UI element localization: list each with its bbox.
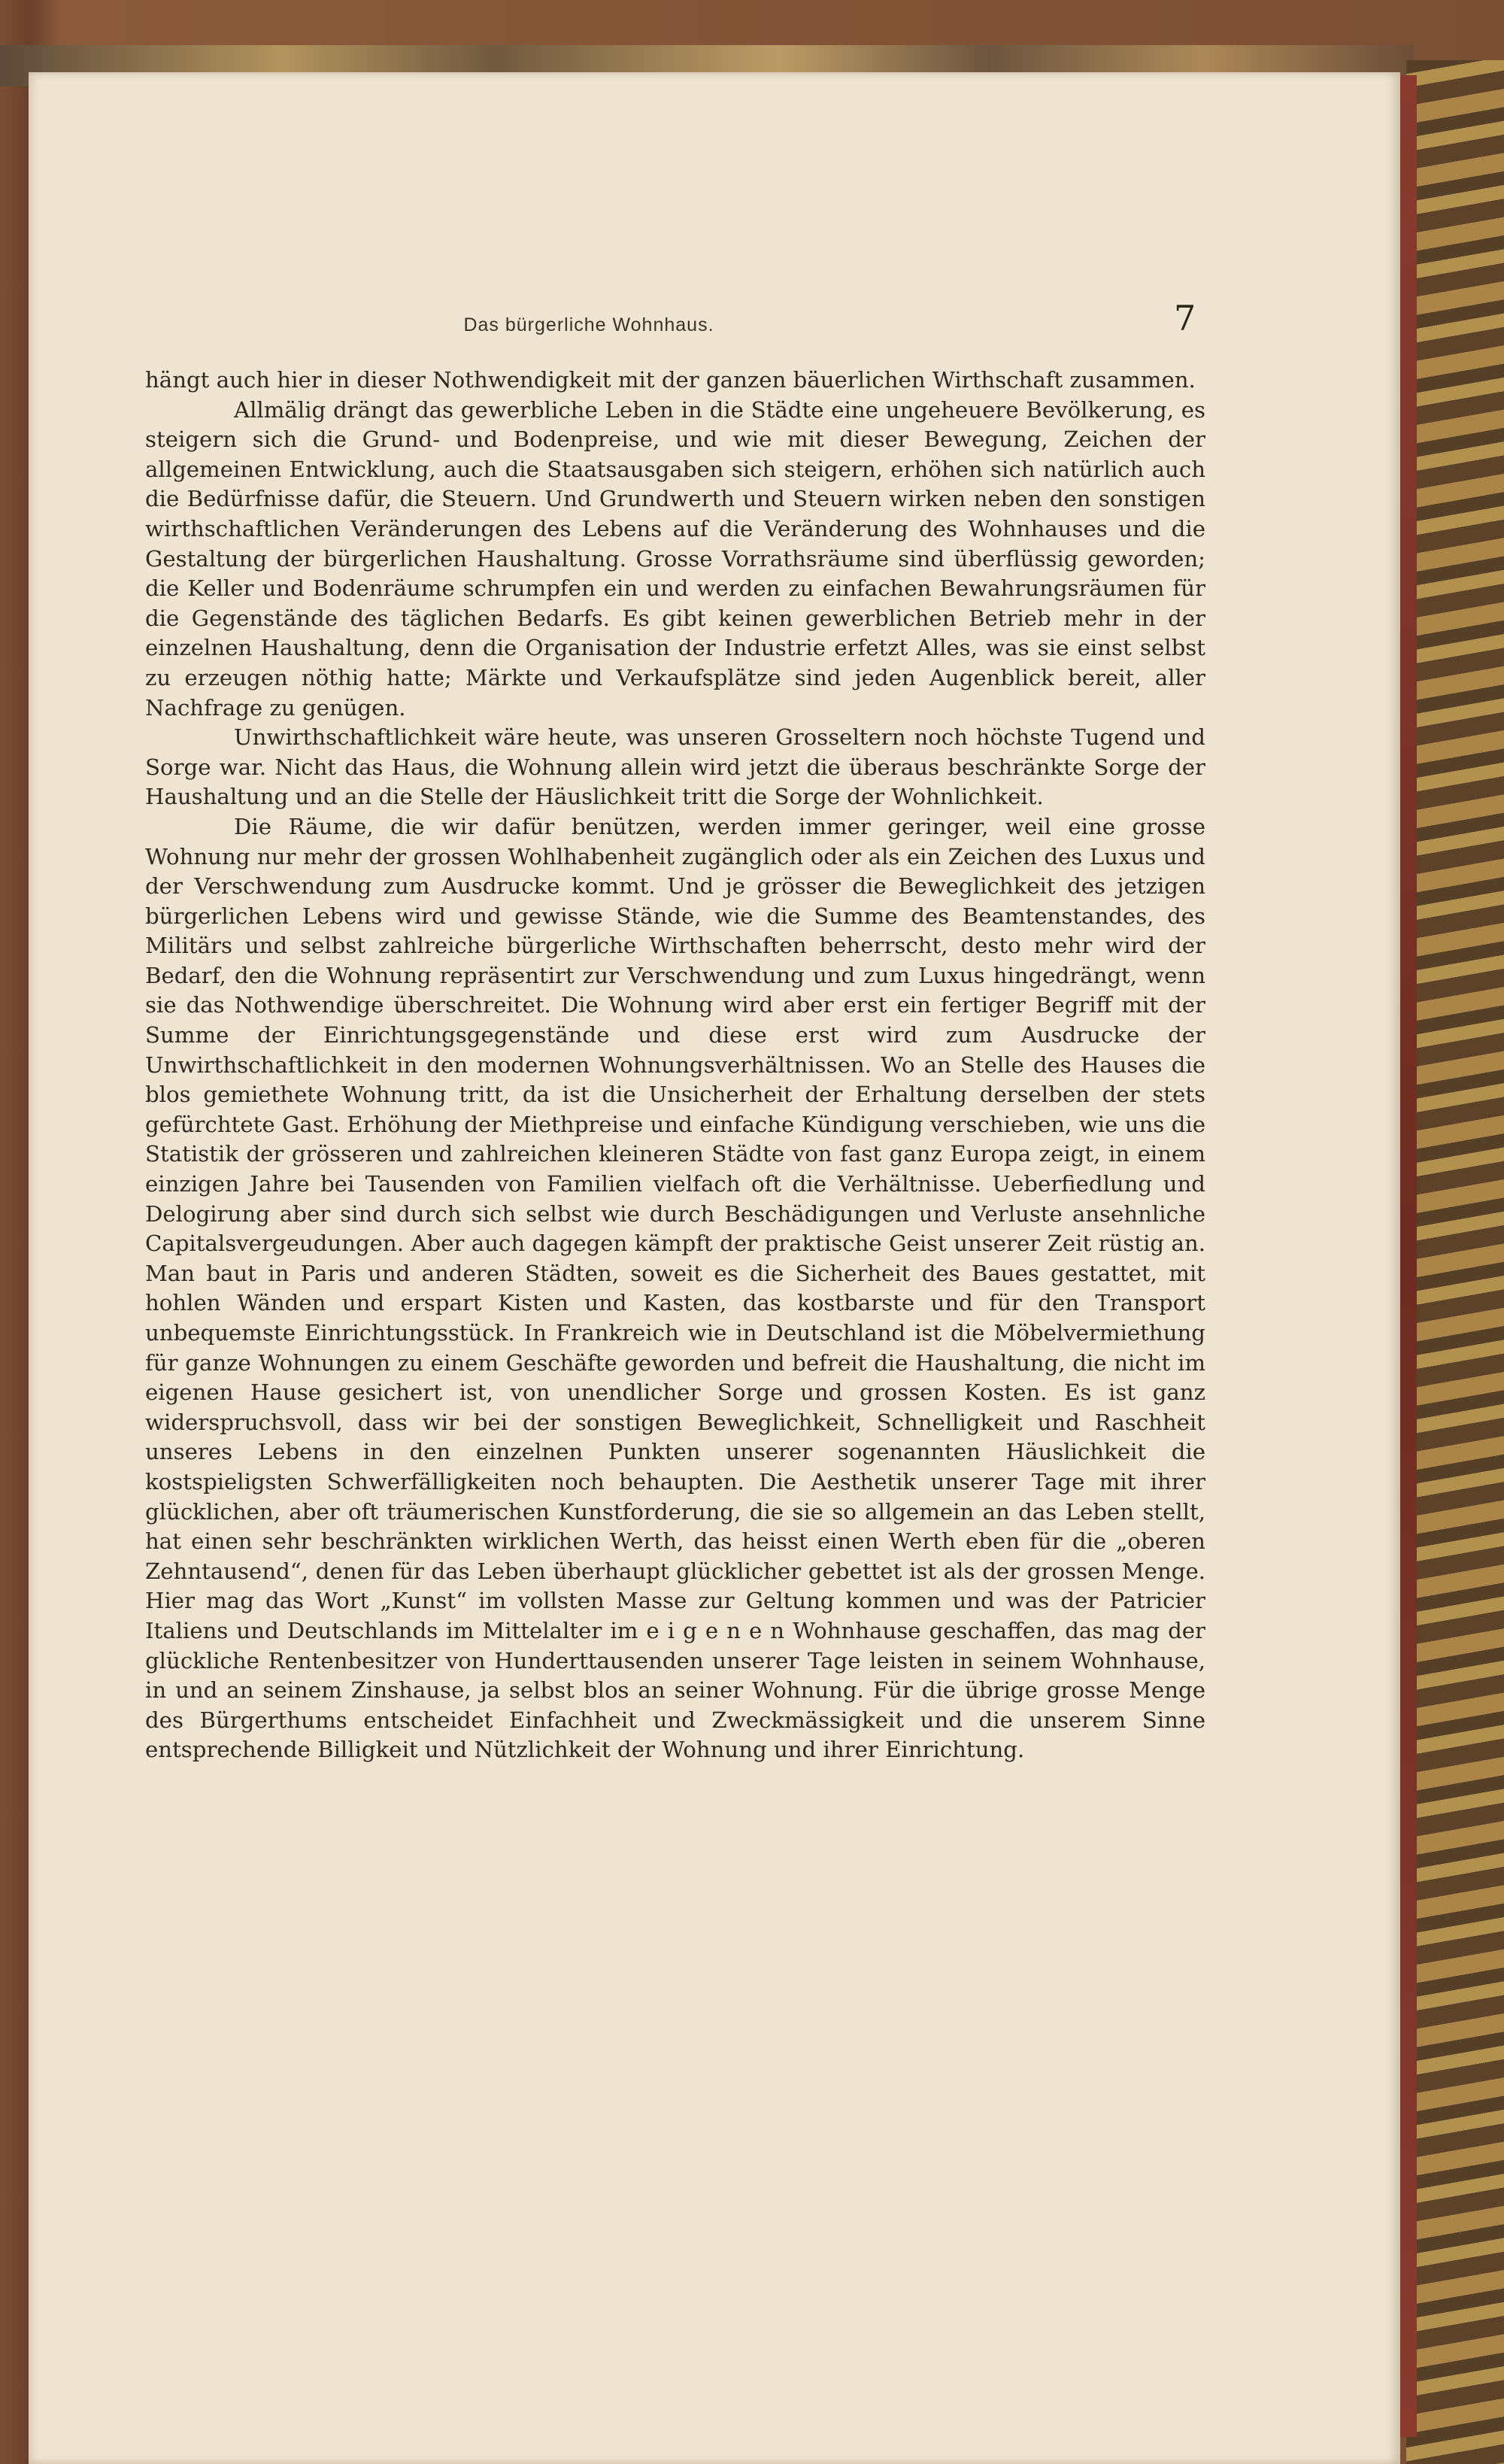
paragraph-4: Die Räume, die wir dafür benützen, werden immer geringer, weil eine grosse Wohnung nur mehr der grossen Wohlhabenheit zugänglich oder als ein Zeichen des Luxus und der Verschwendung zum Ausdrucke kommt. Und je grösser die Beweglichkeit des jetzigen bürgerlichen Lebens wird und gewisse Stände, wie die Summe des Beamtenstandes, des Militärs und selbst zahlreiche bürgerliche Wirthschaften beherrscht, desto mehr wird der Bedarf, den die Wohnung repräsentirt zur Verschwendung und zum Luxus hingedrängt, wenn sie das Nothwendige überschreitet. Die Wohnung wird aber erst ein fertiger Begriff mit der Summe der Einrichtungsgegenstände und diese erst wird zum Ausdrucke der Unwirthschaftlichkeit in den modernen Wohnungsverhältnissen. Wo an Stelle des Hauses die blos gemiethete Wohnung tritt, da ist die Unsicherheit der Erhaltung derselben der stets gefürchtete Gast. Erhöhung der Miethpreise und einfache Kündigung verschieben, wie uns die Statistik der grösseren und zahlreichen kleineren Städte von fast ganz Europa zeigt, in einem einzigen Jahre bei Tausenden von Familien vielfach oft die Verhältnisse. Ueberfiedlung und Delogirung aber sind durch sich selbst wie durch Beschädigungen und Verluste ansehnliche Capitalsvergeudungen. Aber auch dagegen kämpft der praktische Geist unserer Zeit rüstig an. Man baut in Paris und anderen Städten, soweit es die Sicherheit des Baues gestattet, mit hohlen Wänden und erspart Kisten und Kasten, das kostbarste und für den Transport unbequemste Einrichtungsstück. In Frankreich wie in Deutschland ist die Möbelvermiethung für ganze Wohnungen zu einem Geschäfte geworden und befreit die Haushaltung, die nicht im eigenen Hause gesichert ist, von unendlicher Sorge und grossen Kosten. Es ist ganz widerspruchsvoll, dass wir bei der sonstigen Beweglichkeit, Schnelligkeit und Raschheit unseres Lebens in den einzelnen Punkten unserer sogenannten Häuslichkeit die kostspieligsten Schwerfälligkeiten noch behaupten. Die Aesthetik unserer Tage mit ihrer glücklichen, aber oft träumerischen Kunstforderung, die sie so allgemein an das Leben stellt, hat einen sehr beschränkten wirklichen Werth, das heisst einen Werth eben für die „oberen Zehntausend“, denen für das Leben überhaupt glücklicher gebettet ist als der grossen Menge. Hier mag das Wort „Kunst“ im vollsten Masse zur Geltung kommen und was der Patricier Italiens und Deutschlands im Mittelalter im e i g e n e n Wohnhause geschaffen, das mag der glückliche Rentenbesitzer von Hunderttausenden unserer Tage leisten in seinem Wohnhause, in und an seinem Zinshause, ja selbst blos an seiner Wohnung. Für die übrige grosse Menge des Bürgerthums entscheidet Einfachheit und Zweckmässigkeit und die unserem Sinne entsprechende Billigkeit und Nützlichkeit der Wohnung und ihrer Einrichtung.	[145, 813, 1205, 1763]
running-head	[145, 298, 1205, 343]
book-page	[29, 72, 1400, 2464]
body-text	[145, 366, 1205, 1765]
marbled-edge	[1406, 60, 1504, 2464]
page-number: 7	[1174, 298, 1196, 338]
page-content	[145, 298, 1205, 1765]
paragraph-1: hängt auch hier in dieser Nothwendigkeit mit der ganzen bäuerlichen Wirthschaft zusammen.	[145, 367, 1196, 393]
paragraph-3: Unwirthschaftlichkeit wäre heute, was unseren Grosseltern noch höchste Tugend und Sorge war. Nicht das Haus, die Wohnung allein wird jetzt die überaus beschränkte Sorge der Haushaltung und an die Stelle der Häuslichkeit tritt die Sorge der Wohnlichkeit.	[145, 724, 1205, 810]
paragraph-2: Allmälig drängt das gewerbliche Leben in die Städte eine ungeheuere Bevölkerung, es steigern sich die Grund- und Bodenpreise, und wie mit dieser Bewegung, Zeichen der allgemeinen Entwicklung, auch die Staatsausgaben sich steigern, erhöhen sich natürlich auch die Bedürfnisse dafür, die Steuern. Und Grundwerth und Steuern wirken neben den sonstigen wirthschaftlichen Veränderungen des Lebens auf die Veränderung des Wohnhauses und die Gestaltung der bürgerlichen Haushaltung. Grosse Vorrathsräume sind überflüssig geworden; die Keller und Bodenräume schrumpfen ein und werden zu einfachen Bewahrungsräumen für die Gegenstände des täglichen Bedarfs. Es gibt keinen gewerblichen Betrieb mehr in der einzelnen Haushaltung, denn die Organisation der Industrie erfetzt Alles, was sie einst selbst zu erzeugen nöthig hatte; Märkte und Verkaufsplätze sind jeden Augenblick bereit, aller Nachfrage zu genügen.	[145, 396, 1205, 721]
running-title: Das bürgerliche Wohnhaus.	[463, 314, 714, 335]
book-spine-edge	[1400, 75, 1417, 2437]
